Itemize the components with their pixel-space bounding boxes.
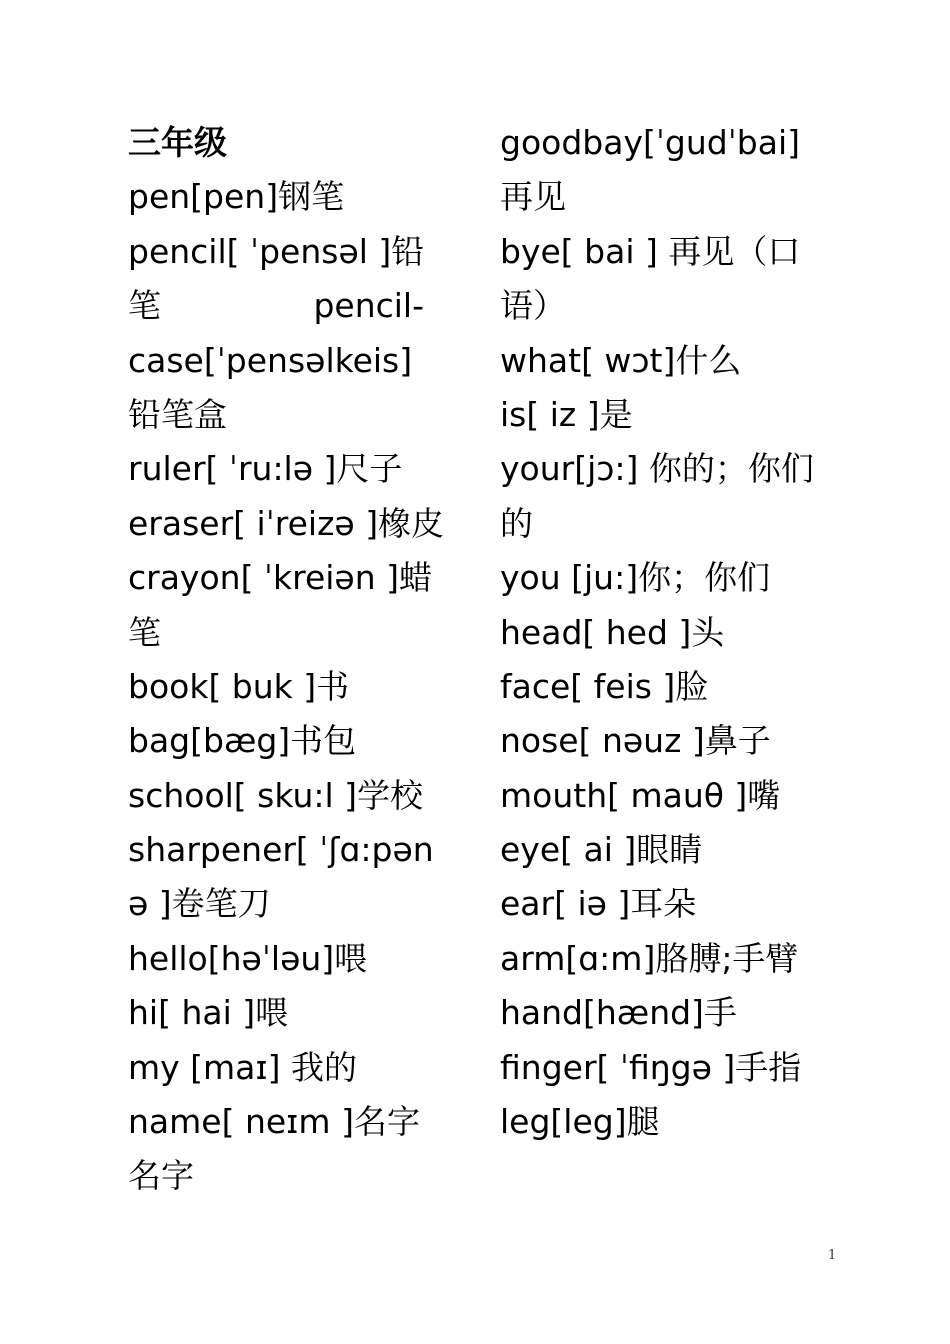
vocab-line: hand[hænd]手	[500, 993, 737, 1033]
vocab-line: what[ wɔt]什么	[500, 340, 742, 380]
vocab-line: case[ˈpensəlkeis]	[128, 340, 413, 380]
vocab-line: eye[ ai ]眼睛	[500, 830, 703, 870]
vocab-line: bag[bæg]书包	[128, 721, 357, 761]
vocab-line: 语）	[500, 286, 566, 326]
vocab-line: arm[ɑ:m]胳膊;手臂	[500, 938, 799, 978]
vocab-line: nose[ nəuz ]鼻子	[500, 721, 771, 761]
vocab-line: finger[ ˈfiŋgə ]手指	[500, 1047, 802, 1087]
vocab-line: book[ buk ]书	[128, 666, 350, 706]
vocab-line: head[ hed ]头	[500, 612, 725, 652]
vocab-line: my [maɪ] 我的	[128, 1047, 358, 1087]
vocab-line: face[ feis ]脸	[500, 666, 709, 706]
grade-heading: 三年级	[128, 123, 227, 162]
page-number: 1	[828, 1248, 837, 1263]
vocab-line: hello[həˈləu]喂	[128, 938, 368, 978]
vocab-line: goodbay[ˈgudˈbai]	[500, 123, 801, 162]
vocab-line-justified	[128, 279, 424, 333]
vocab-line: 再见	[500, 177, 566, 217]
vocab-line: ə ]卷笔刀	[128, 884, 271, 924]
vocab-line: 笔	[128, 612, 161, 652]
vocab-line: mouth[ mauθ ]嘴	[500, 775, 781, 815]
vocab-line: eraser[ iˈreizə ]橡皮	[128, 503, 445, 543]
vocab-line: ear[ iə ]耳朵	[500, 884, 697, 924]
left-column	[128, 116, 468, 1204]
vocab-line: 铅笔盒	[128, 394, 227, 434]
vocab-line: pen[pen]钢笔	[128, 177, 345, 217]
vocab-line: pencil[ ˈpensəl ]铅	[128, 231, 425, 271]
vocab-line: 名字	[128, 1156, 194, 1196]
vocab-line: name[ neɪm ]名字	[128, 1102, 420, 1142]
vocab-line: you [ju:]你；你们	[500, 558, 771, 598]
vocab-line: school[ sku:l ]学校	[128, 775, 424, 815]
vocab-line: bye[ bai ] 再见（口	[500, 231, 801, 271]
vocab-line: hi[ hai ]喂	[128, 993, 289, 1033]
vocab-fragment: pencil-	[313, 286, 424, 326]
vocab-fragment: 笔	[128, 286, 161, 326]
vocab-line: is[ iz ]是	[500, 394, 633, 434]
vocab-line: your[jɔ:] 你的；你们	[500, 449, 814, 489]
vocab-line: crayon[ ˈkreiən ]蜡	[128, 558, 433, 598]
vocab-line: leg[leg]腿	[500, 1102, 660, 1142]
right-column	[500, 116, 840, 1149]
vocab-line: ruler[ ˈru:lə ]尺子	[128, 449, 403, 489]
vocab-line: 的	[500, 503, 533, 543]
vocab-line: sharpener[ ˈʃɑ:pən	[128, 830, 434, 870]
